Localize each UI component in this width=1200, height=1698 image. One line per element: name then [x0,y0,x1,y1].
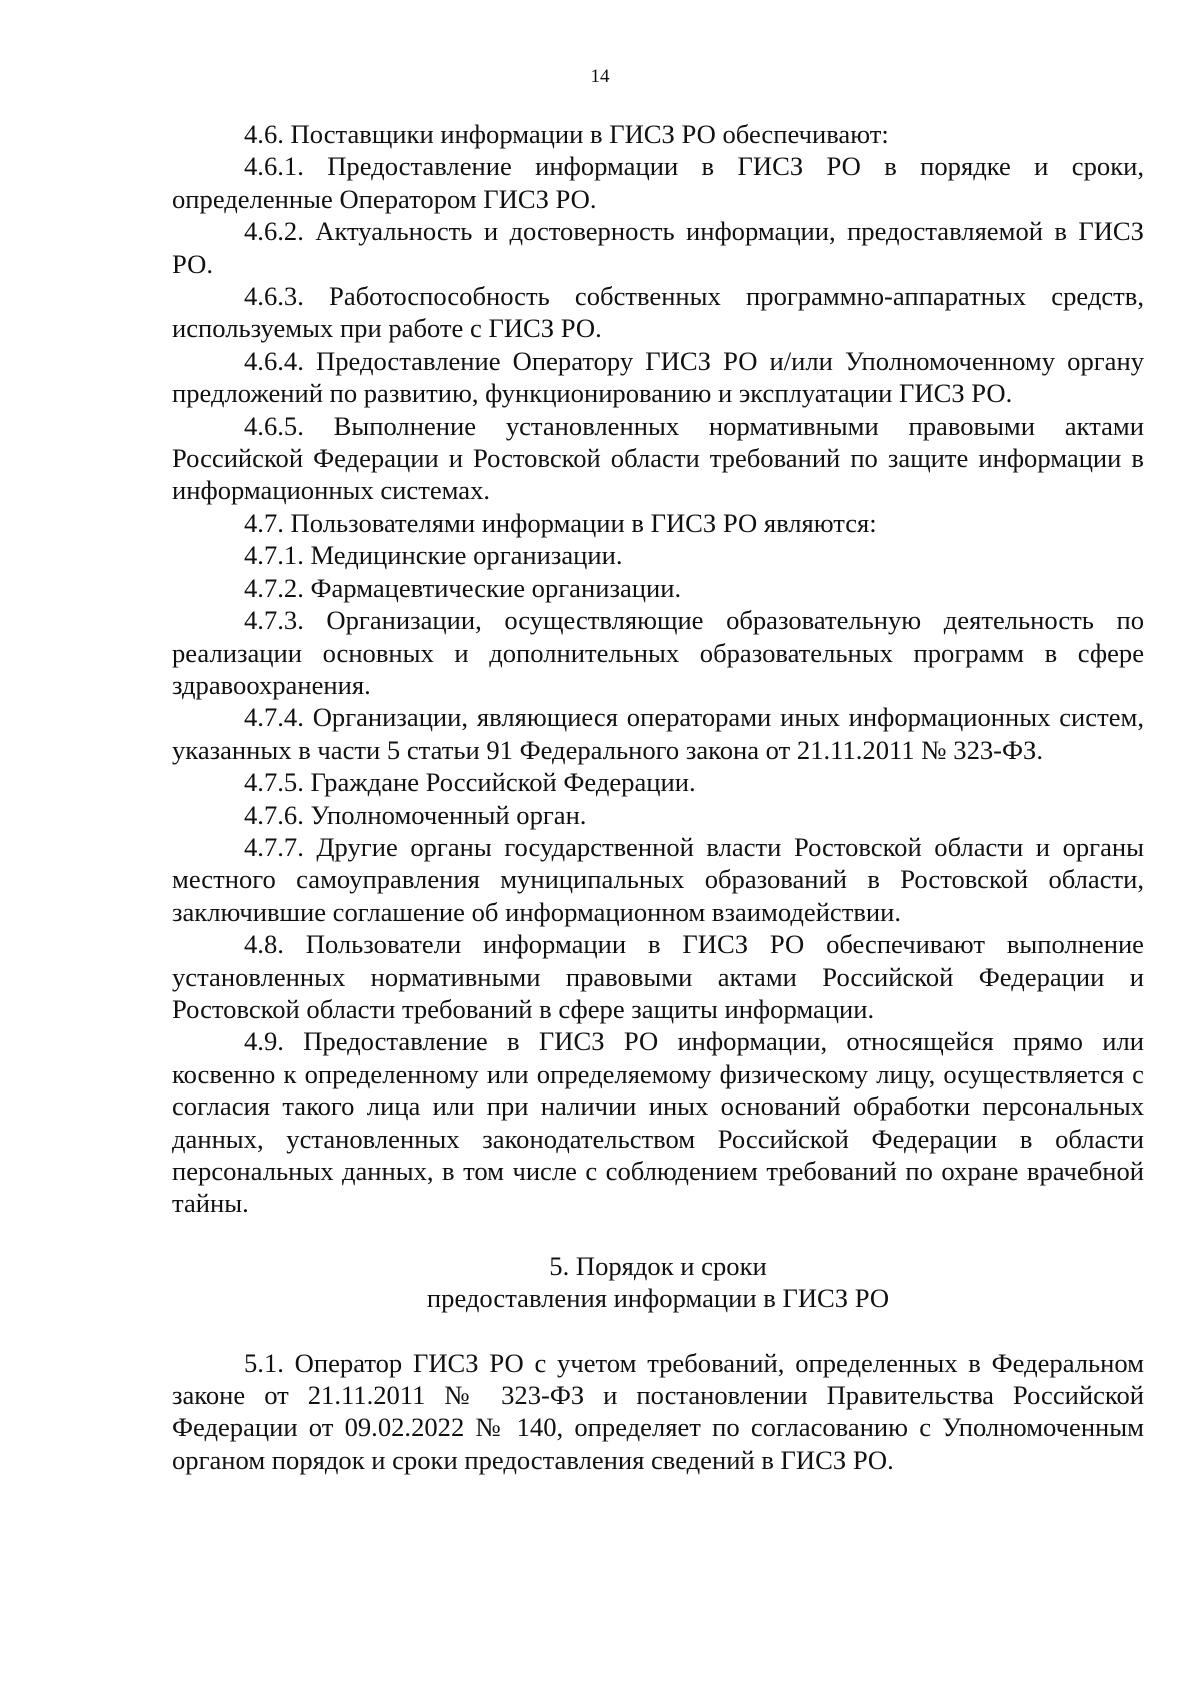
paragraph-4-7-4: 4.7.4. Организации, являющиеся операторами иных информационных систем, указанных в части 5 статьи 91 Федерального закона от 21.11.2011 № 323-ФЗ. [172,702,1144,765]
page-number: 14 [590,66,610,87]
paragraph-4-6-1: 4.6.1. Предоставление информации в ГИСЗ РО в порядке и сроки, определенные Оператором ГИСЗ РО. [172,151,1144,214]
paragraph-4-6-5: 4.6.5. Выполнение установленных нормативными правовыми актами Российской Федерации и Ростовской области требований по защите информации в информационных системах. [172,410,1144,506]
paragraph-4-8: 4.8. Пользователи информации в ГИСЗ РО обеспечивают выполнение установленных нормативными правовыми актами Российской Федерации и Ростовской области требований в сфере защиты информации. [172,929,1144,1024]
paragraph-4-6-2: 4.6.2. Актуальность и достоверность информации, предоставляемой в ГИСЗ РО. [172,216,1144,279]
paragraph-4-7-1: 4.7.1. Медицинские организации. [244,540,623,571]
paragraph-4-6-4: 4.6.4. Предоставление Оператору ГИСЗ РО и/или Уполномоченному органу предложений по развитию, функционированию и эксплуатации ГИСЗ РО. [172,345,1144,409]
section-title-line-2: предоставления информации в ГИСЗ РО [426,1283,890,1314]
paragraph-4-7-2: 4.7.2. Фармацевтические организации. [244,572,682,603]
paragraph-4-6: 4.6. Поставщики информации в ГИСЗ РО обеспечивают: [244,119,889,149]
paragraph-4-9: 4.9. Предоставление в ГИСЗ РО информации, относящейся прямо или косвенно к определенному или определяемому физическому лицу, осуществляется с согласия такого лица или при наличии иных оснований обработки персональных данных, установленных законодательством Российской Федерации в области персональных данных, в том числе с соблюдением требований по охране врачебной тайны. [172,1026,1144,1219]
document-body [172,118,1144,1476]
paragraph-4-7-7: 4.7.7. Другие органы государственной власти Ростовской области и органы местного самоуправления муниципальных образований в Ростовской области, заключившие соглашение об информационном взаимодействии. [172,831,1144,927]
paragraph-5-1: 5.1. Оператор ГИСЗ РО с учетом требований, определенных в Федеральном законе от 21.11.2011 № 323-ФЗ и постановлении Правительства Российской Федерации от 09.02.2022 № 140, определяет по согласованию с Уполномоченным органом порядок и сроки предоставления сведений в ГИСЗ РО. [172,1347,1144,1475]
paragraph-4-6-3: 4.6.3. Работоспособность собственных программно-аппаратных средств, используемых при работе с ГИСЗ РО. [172,281,1144,344]
paragraph-4-7-3: 4.7.3. Организации, осуществляющие образовательную деятельность по реализации основных и дополнительных образовательных программ в сфере здравоохранения. [172,605,1144,700]
paragraph-4-7-5: 4.7.5. Граждане Российской Федерации. [244,767,696,798]
section-title-line-1: 5. Порядок и сроки [549,1250,767,1281]
paragraph-4-7: 4.7. Пользователями информации в ГИСЗ РО являются: [244,507,877,538]
paragraph-4-7-6: 4.7.6. Уполномоченный орган. [244,799,587,830]
section-heading [172,1250,1144,1315]
